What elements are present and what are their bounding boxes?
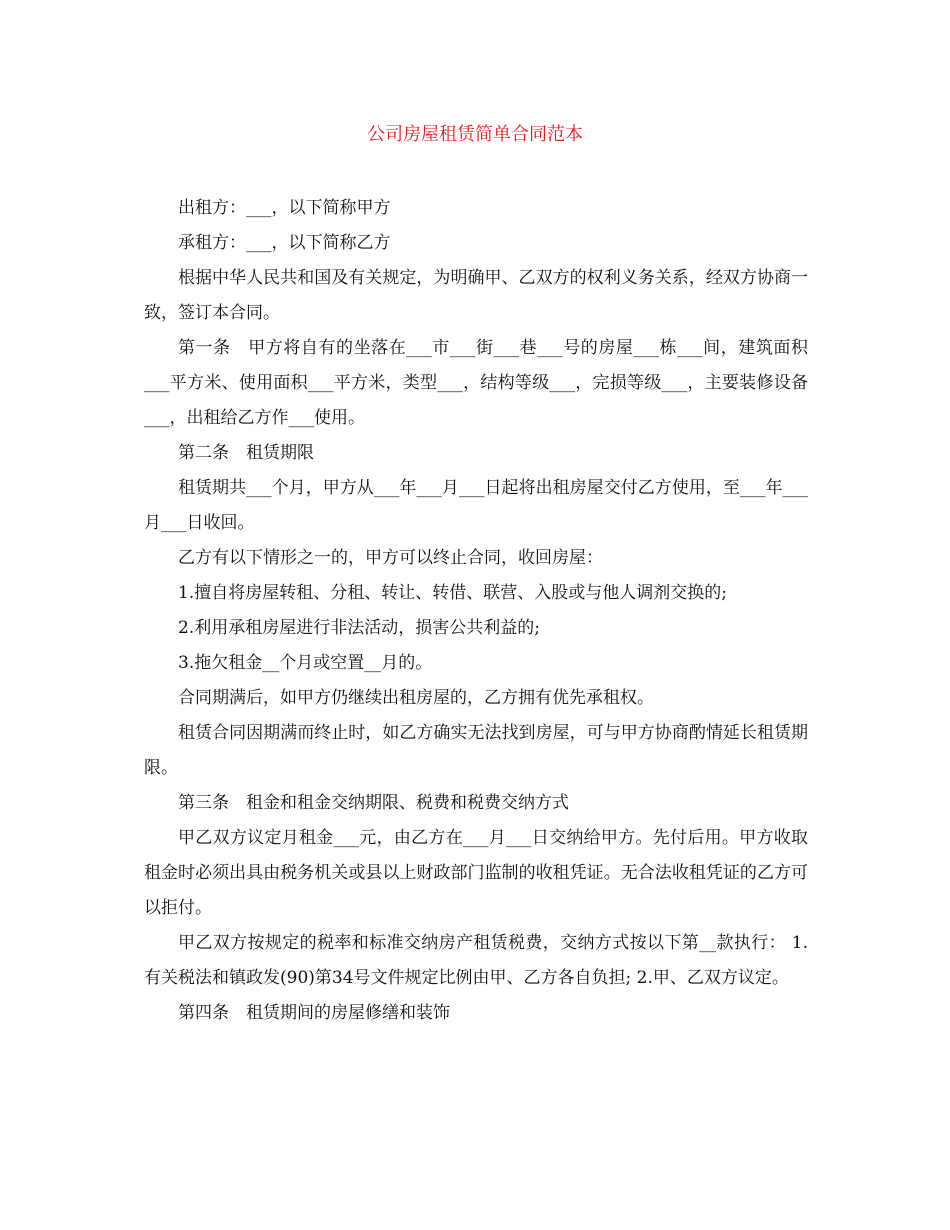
heading-article-3: 第三条 租金和租金交纳期限、税费和税费交纳方式: [178, 793, 569, 813]
paragraph-extension: 租赁合同因期满而终止时，如乙方确实无法找到房屋，可与甲方协商酌情延长租赁期限。: [144, 723, 808, 778]
paragraph-preamble: 根据中华人民共和国及有关规定，为明确甲、乙双方的权利义务关系，经双方协商一致，签订本合同。: [144, 268, 808, 323]
paragraph-lease-term: 租赁期共___个月，甲方从___年___月___日起将出租房屋交付乙方使用，至___年___月___日收回。: [144, 478, 808, 533]
paragraph-taxes: 甲乙双方按规定的税率和标准交纳房产租赁税费，交纳方式按以下第__款执行： 1.有关税法和镇政发(90)第34号文件规定比例由甲、乙方各自负担; 2.甲、乙双方议定。: [144, 933, 808, 988]
paragraph-lessor: 出租方：___，以下简称甲方: [178, 198, 391, 218]
document-body: [144, 191, 808, 1031]
list-item-termination-1: 1.擅自将房屋转租、分租、转让、转借、联营、入股或与他人调剂交换的;: [178, 583, 727, 603]
document-title: 公司房屋租赁简单合同范本: [367, 124, 583, 145]
heading-article-4: 第四条 租赁期间的房屋修缮和装饰: [178, 1003, 450, 1023]
paragraph-lessee: 承租方：___，以下简称乙方: [178, 233, 391, 253]
paragraph-termination-intro: 乙方有以下情形之一的，甲方可以终止合同，收回房屋：: [178, 548, 603, 568]
heading-article-2: 第二条 租赁期限: [178, 443, 314, 463]
paragraph-article-1: 第一条 甲方将自有的坐落在___市___街___巷___号的房屋___栋___间，建筑面积___平方米、使用面积___平方米，类型___，结构等级___，完损等级___，主要装修设备___，出租给乙方作___使用。: [144, 338, 808, 428]
list-item-termination-2: 2.利用承租房屋进行非法活动，损害公共利益的;: [178, 618, 540, 638]
paragraph-rent: 甲乙双方议定月租金___元，由乙方在___月___日交纳给甲方。先付后用。甲方收取租金时必须出具由税务机关或县以上财政部门监制的收租凭证。无合法收租凭证的乙方可以拒付。: [144, 828, 808, 918]
list-item-termination-3: 3.拖欠租金__个月或空置__月的。: [178, 653, 433, 673]
paragraph-renewal-priority: 合同期满后，如甲方仍继续出租房屋的，乙方拥有优先承租权。: [178, 688, 654, 708]
